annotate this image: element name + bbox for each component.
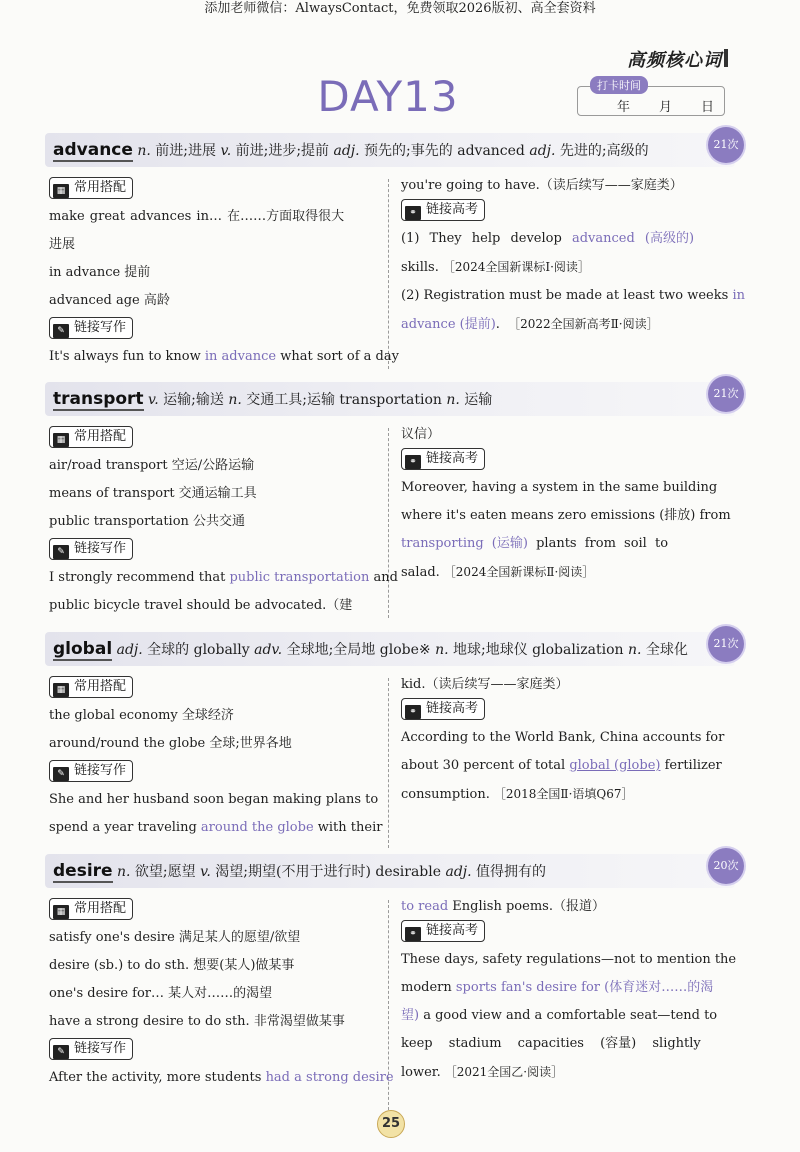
pos: n. bbox=[117, 864, 131, 880]
pos: n. bbox=[628, 642, 642, 658]
pos: adj. bbox=[529, 143, 556, 159]
pos: adj. bbox=[445, 864, 472, 880]
writing-example: She and her husband soon began making plans to bbox=[49, 792, 379, 807]
exam-example: consumption. ［2018全国Ⅱ·语填Q67］ bbox=[401, 787, 634, 802]
exam-example: (1) They help develop advanced (高级的) bbox=[401, 231, 695, 246]
exam-example: modern sports fan's desire for (体育迷对……的渴 bbox=[401, 980, 714, 995]
entry-desire bbox=[45, 854, 739, 1116]
definition: 前进;进展 bbox=[150, 143, 221, 159]
collocation-item: in advance 提前 bbox=[49, 265, 151, 280]
pos: n. bbox=[435, 642, 449, 658]
exam-example: advance (提前). ［2022全国新高考Ⅱ·阅读］ bbox=[401, 317, 659, 332]
collocation-item: one's desire for… 某人对……的渴望 bbox=[49, 986, 273, 1001]
entry-header bbox=[45, 854, 739, 888]
exam-label: ⚭ 链接高考 bbox=[401, 920, 485, 942]
table-icon: ▦ bbox=[53, 905, 69, 919]
collocation-item: 进展 bbox=[49, 237, 76, 252]
pos: n. bbox=[446, 392, 460, 408]
pos: n. bbox=[228, 392, 242, 408]
collocation-item: around/round the globe 全球;世界各地 bbox=[49, 736, 292, 751]
link-icon: ⚭ bbox=[405, 206, 421, 220]
checkin-year: 年 bbox=[617, 100, 631, 115]
definition: 预先的;事先的 advanced bbox=[359, 143, 530, 159]
entry-advance bbox=[45, 133, 745, 375]
headword: desire bbox=[53, 861, 113, 881]
exam-example: keep stadium capacities (容量) slightly bbox=[401, 1036, 701, 1051]
exam-example: Moreover, having a system in the same building bbox=[401, 480, 718, 495]
frequency-badge: 21次 bbox=[708, 376, 744, 412]
table-icon: ▦ bbox=[53, 184, 69, 198]
frequency-badge: 21次 bbox=[708, 626, 744, 662]
entry-global bbox=[45, 632, 739, 854]
writing-example-cont: you're going to have.（读后续写——家庭类） bbox=[401, 178, 683, 193]
frequency-badge: 21次 bbox=[708, 127, 744, 163]
writing-example: It's always fun to know in advance what sort of a day bbox=[49, 349, 399, 364]
exam-example: These days, safety regulations—not to mention the bbox=[401, 952, 737, 967]
entry-header bbox=[45, 382, 739, 416]
writing-example-cont: 议信） bbox=[401, 427, 441, 442]
writing-example: spend a year traveling around the globe with their bbox=[49, 820, 383, 835]
writing-label: ✎ 链接写作 bbox=[49, 317, 133, 339]
writing-example: public bicycle travel should be advocated.（建 bbox=[49, 598, 353, 613]
exam-label: ⚭ 链接高考 bbox=[401, 199, 485, 221]
writing-example: I strongly recommend that public transportation and bbox=[49, 570, 398, 585]
definition: 前进;进步;提前 bbox=[231, 143, 334, 159]
link-icon: ⚭ bbox=[405, 705, 421, 719]
pos: v. bbox=[148, 392, 159, 408]
checkin-day: 日 bbox=[701, 100, 715, 115]
exam-example: transporting (运输) plants from soil to bbox=[401, 536, 669, 551]
definition: 全球化 bbox=[641, 642, 688, 658]
headword: transport bbox=[53, 389, 144, 409]
column-divider bbox=[388, 678, 389, 848]
collocation-label: ▦ 常用搭配 bbox=[49, 426, 133, 448]
pen-icon: ✎ bbox=[53, 324, 69, 338]
pen-icon: ✎ bbox=[53, 767, 69, 781]
definition: 运输;输送 bbox=[158, 392, 229, 408]
writing-label: ✎ 链接写作 bbox=[49, 1038, 133, 1060]
headword: advance bbox=[53, 140, 133, 160]
collocation-item: the global economy 全球经济 bbox=[49, 708, 234, 723]
collocation-item: public transportation 公共交通 bbox=[49, 514, 246, 529]
pos: v. bbox=[220, 143, 232, 159]
column-divider bbox=[388, 428, 389, 618]
writing-example: After the activity, more students had a strong desire bbox=[49, 1070, 394, 1085]
collocation-item: desire (sb.) to do sth. 想要(某人)做某事 bbox=[49, 958, 295, 973]
table-icon: ▦ bbox=[53, 683, 69, 697]
collocation-item: advanced age 高龄 bbox=[49, 293, 170, 308]
exam-example: salad. ［2024全国新课标Ⅱ·阅读］ bbox=[401, 565, 595, 580]
exam-example: 望) a good view and a comfortable seat—tend to bbox=[401, 1008, 718, 1023]
definition: 渴望;期望(不用于进行时) desirable bbox=[210, 864, 446, 880]
series-bar bbox=[724, 49, 728, 67]
pos: adj. bbox=[333, 143, 360, 159]
collocation-item: have a strong desire to do sth. 非常渴望做某事 bbox=[49, 1014, 345, 1029]
checkin-month: 月 bbox=[659, 100, 673, 115]
exam-example: where it's eaten means zero emissions (排放) from bbox=[401, 508, 731, 523]
exam-example: lower. ［2021全国乙·阅读］ bbox=[401, 1065, 564, 1080]
definition: 地球;地球仪 globalization bbox=[448, 642, 629, 658]
exam-example: about 30 percent of total global (globe) fertilizer bbox=[401, 758, 722, 773]
page-number: 25 bbox=[377, 1110, 405, 1138]
writing-example-cont: kid.（读后续写——家庭类） bbox=[401, 677, 569, 692]
entry-transport bbox=[45, 382, 739, 624]
entry-header bbox=[45, 632, 739, 666]
link-icon: ⚭ bbox=[405, 927, 421, 941]
exam-example: skills. ［2024全国新课标Ⅰ·阅读］ bbox=[401, 260, 590, 275]
writing-label: ✎ 链接写作 bbox=[49, 760, 133, 782]
link-icon: ⚭ bbox=[405, 455, 421, 469]
pos: adj. bbox=[116, 642, 143, 658]
day-title: DAY13 bbox=[317, 72, 459, 121]
definition: 交通工具;运输 transportation bbox=[241, 392, 447, 408]
collocation-item: make great advances in… 在……方面取得很大 bbox=[49, 209, 345, 224]
exam-example: (2) Registration must be made at least two weeks in bbox=[401, 288, 745, 303]
collocation-label: ▦ 常用搭配 bbox=[49, 898, 133, 920]
definition: 运输 bbox=[459, 392, 493, 408]
definition: 全球地;全局地 globe※ bbox=[282, 642, 436, 658]
table-icon: ▦ bbox=[53, 433, 69, 447]
definition: 欲望;愿望 bbox=[130, 864, 201, 880]
collocation-item: means of transport 交通运输工具 bbox=[49, 486, 257, 501]
collocation-label: ▦ 常用搭配 bbox=[49, 177, 133, 199]
writing-example-cont: to read English poems.（报道） bbox=[401, 899, 605, 914]
pen-icon: ✎ bbox=[53, 545, 69, 559]
headword: global bbox=[53, 639, 113, 659]
definition: 先进的;高级的 bbox=[555, 143, 649, 159]
definition: 全球的 globally bbox=[142, 642, 255, 658]
entry-header bbox=[45, 133, 739, 167]
pos: v. bbox=[200, 864, 211, 880]
column-divider bbox=[388, 179, 389, 369]
exam-label: ⚭ 链接高考 bbox=[401, 448, 485, 470]
collocation-item: satisfy one's desire 满足某人的愿望/欲望 bbox=[49, 930, 301, 945]
definition: 值得拥有的 bbox=[471, 864, 547, 880]
collocation-item: air/road transport 空运/公路运输 bbox=[49, 458, 255, 473]
checkin-tag: 打卡时间 bbox=[590, 76, 648, 94]
pos: n. bbox=[137, 143, 151, 159]
pen-icon: ✎ bbox=[53, 1045, 69, 1059]
top-note: 添加老师微信：AlwaysContact，免费领取2026版初、高全套资料 bbox=[204, 1, 596, 16]
exam-example: According to the World Bank, China accounts for bbox=[401, 730, 725, 745]
exam-label: ⚭ 链接高考 bbox=[401, 698, 485, 720]
pos: adv. bbox=[254, 642, 283, 658]
series-title: 高频核心词 bbox=[627, 50, 722, 71]
collocation-label: ▦ 常用搭配 bbox=[49, 676, 133, 698]
writing-label: ✎ 链接写作 bbox=[49, 538, 133, 560]
frequency-badge: 20次 bbox=[708, 848, 744, 884]
